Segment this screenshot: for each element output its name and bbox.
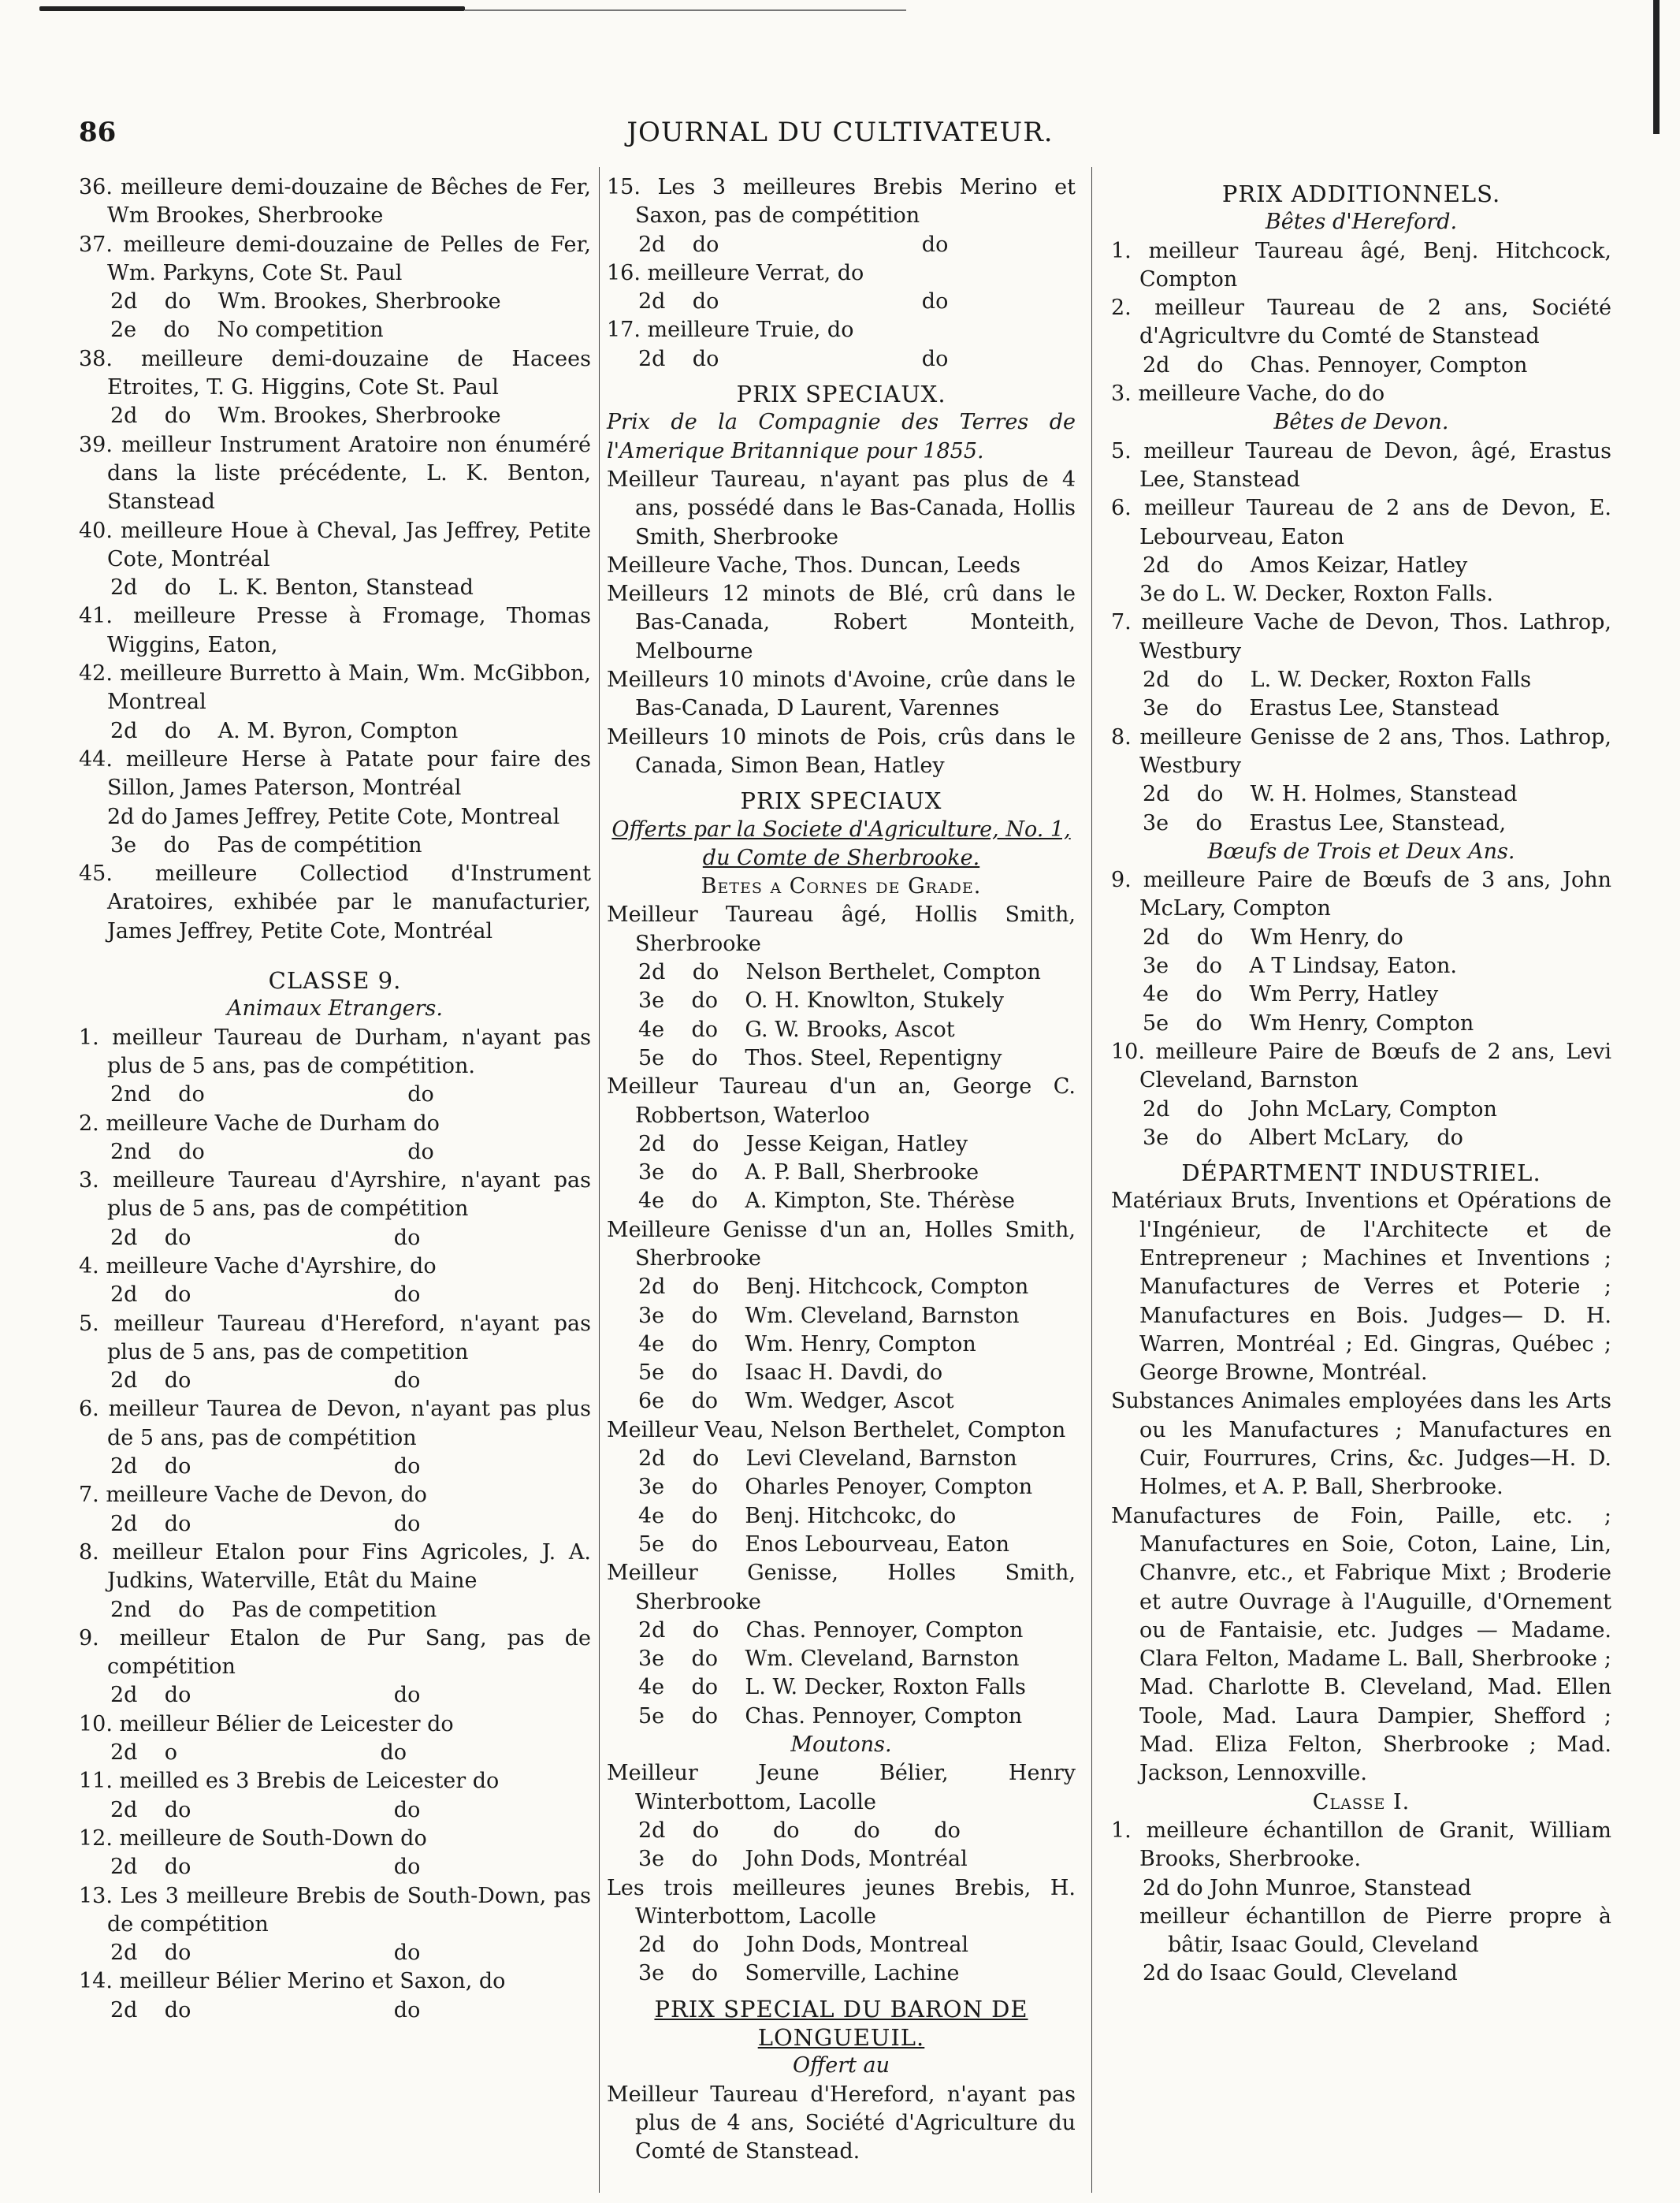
column-right <box>1111 173 1611 1989</box>
running-head: JOURNAL DU CULTIVATEUR. <box>626 117 1054 148</box>
sub-entry: 3e do Erastus Lee, Stanstead <box>1143 696 1500 721</box>
sub-entry: 2d do Isaac Gould, Cleveland <box>1143 1961 1458 1986</box>
list-entry: Manufactures de Foin, Paille, etc. ; Manufactures en Soie, Coton, Laine, Lin, Chanvre, etc., et Fabrique Mixt ; Broderie et autre Ouvrage à l'Auguille, d'Ornement ou de Fantaisie, etc. Judges — Madame. Clara Felton, Madame L. Ball, Sherbrooke ; Mad. Charlotte B. Cleveland, Mad. Ellen Toole, Mad. Laura Dampier, Shefford ; Mad. Eliza Felton, Sherbrooke ; Mad. Jackson, Lennoxville. <box>1111 1503 1611 1786</box>
list-entry: 7. meilleure Vache de Devon, Thos. Lathrop, Westbury <box>1111 610 1611 664</box>
list-entry: 6. meilleur Taureau de 2 ans de Devon, E. Lebourveau, Eaton <box>1111 496 1611 549</box>
list-entry: 1. meilleur Taureau de Durham, n'ayant pas plus de 5 ans, pas de compétition. <box>79 1025 591 1078</box>
page-number: 86 <box>79 117 117 148</box>
section-heading: PRIX SPECIAL DU BARON DE LONGUEUIL. <box>654 1995 1028 2051</box>
list-entry: Meilleur Veau, Nelson Berthelet, Compton <box>607 1417 1066 1442</box>
sub-entry: 3e do Somerville, Lachine <box>638 1961 960 1986</box>
sub-entry: 2d do John McLary, Compton <box>1143 1096 1497 1122</box>
spacer <box>79 946 591 960</box>
list-entry: 40. meilleure Houe à Cheval, Jas Jeffrey, Petite Cote, Montréal <box>79 518 591 571</box>
sub-entry: 2d do John Munroe, Stanstead <box>1143 1875 1472 1900</box>
section-heading: PRIX SPECIAUX. <box>736 381 946 408</box>
subsection-heading: Offerts par la Societe d'Agriculture, No. 1, du Comte de Sherbrooke. <box>611 817 1071 870</box>
sub-entry: 5e do Wm Henry, Compton <box>1143 1010 1474 1036</box>
sub-entry: 2d do Wm. Brookes, Sherbrooke <box>110 404 501 429</box>
list-entry: 1. meilleur Taureau âgé, Benj. Hitchcock, Compton <box>1111 238 1611 292</box>
sub-entry: 3e do A T Lindsay, Eaton. <box>1143 954 1457 979</box>
sub-entry: 2d do Benj. Hitchcock, Compton <box>638 1275 1029 1300</box>
scan-top-rule <box>39 6 465 11</box>
sub-entry: 3e do Pas de compétition <box>110 832 422 858</box>
sub-entry: 3e do O. H. Knowlton, Stukely <box>638 988 1004 1014</box>
list-entry: 14. meilleur Bélier Merino et Saxon, do <box>79 1969 506 1994</box>
sub-entry: 2d do Wm Henry, do <box>1143 925 1403 950</box>
list-entry: 45. meilleure Collectiod d'Instrument Aratoires, exhibée par le manufacturier, James Jeffrey, Petite Cote, Montréal <box>79 861 591 943</box>
sub-entry: 2d do W. H. Holmes, Stanstead <box>1143 782 1518 807</box>
sub-entry: 3e do A. P. Ball, Sherbrooke <box>638 1160 979 1185</box>
list-entry: 9. meilleure Paire de Bœufs de 3 ans, John McLary, Compton <box>1111 868 1611 921</box>
sub-entry: 2nd do do <box>110 1139 434 1164</box>
sub-entry: 2d o do <box>110 1740 407 1766</box>
list-entry: Substances Animales employées dans les Arts ou les Manufactures ; Manufactures en Cuir, Fourrures, Crins, &c. Judges—H. D. Holmes, et A. P. Ball, Sherbrooke. <box>1111 1389 1611 1500</box>
sub-entry: 2d do do <box>638 289 949 314</box>
list-entry: Meilleur Taureau d'un an, George C. Robbertson, Waterloo <box>607 1074 1076 1128</box>
sub-entry: 5e do Chas. Pennoyer, Compton <box>638 1703 1023 1729</box>
sub-entry: 2nd do Pas de competition <box>110 1597 437 1622</box>
list-entry: 15. Les 3 meilleures Brebis Merino et Saxon, pas de compétition <box>607 175 1076 229</box>
list-entry: Les trois meilleures jeunes Brebis, H. Winterbottom, Lacolle <box>607 1875 1076 1929</box>
sub-entry: 3e do Wm. Cleveland, Barnston <box>638 1303 1020 1328</box>
section-heading: CLASSE 9. <box>268 967 402 995</box>
sub-entry: 2d do John Dods, Montreal <box>638 1933 969 1958</box>
list-entry: 2. meilleur Taureau de 2 ans, Société d'Agricultvre du Comté de Stanstead <box>1111 296 1611 349</box>
sub-entry: 2d do A. M. Byron, Compton <box>110 718 459 743</box>
list-entry: Meilleure Vache, Thos. Duncan, Leeds <box>607 553 1021 578</box>
sub-entry: 2d do Amos Keizar, Hatley <box>1143 553 1468 578</box>
sub-entry: 2d do do <box>110 1454 421 1479</box>
sub-entry: 2d do L. W. Decker, Roxton Falls <box>1143 668 1532 693</box>
sub-entry: 2d do do <box>110 1855 421 1880</box>
section-heading: PRIX ADDITIONNELS. <box>1221 180 1501 207</box>
sub-entry: 2d do do <box>638 346 949 371</box>
sub-entry: 5e do Isaac H. Davdi, do <box>638 1360 943 1386</box>
list-entry: 39. meilleur Instrument Aratoire non énuméré dans la liste précédente, L. K. Benton, Stanstead <box>79 432 591 515</box>
list-entry: 41. meilleure Presse à Fromage, Thomas Wiggins, Eaton, <box>79 604 591 657</box>
subsection-heading: Animaux Etrangers. <box>227 996 443 1021</box>
list-entry: 1. meilleure échantillon de Granit, William Brooks, Sherbrooke. <box>1111 1818 1611 1872</box>
sub-entry: 4e do G. W. Brooks, Ascot <box>638 1017 955 1042</box>
sub-entry: 2d do Jesse Keigan, Hatley <box>638 1131 968 1156</box>
sub-entry: 2d do do <box>110 1997 421 2023</box>
sub-entry: 3e do Oharles Penoyer, Compton <box>638 1475 1033 1500</box>
list-entry: 5. meilleur Taureau de Devon, âgé, Erastus Lee, Stanstead <box>1111 438 1611 492</box>
list-entry: 8. meilleur Etalon pour Fins Agricoles, J. A. Judkins, Waterville, Etât du Maine <box>79 1539 591 1594</box>
subsection-heading: Bêtes de Devon. <box>1273 410 1449 435</box>
sub-entry: 2d do Nelson Berthelet, Compton <box>638 960 1041 985</box>
sub-entry: 2d do do do do <box>638 1818 961 1843</box>
list-entry: Meilleurs 12 minots de Blé, crû dans le Bas-Canada, Robert Monteith, Melbourne <box>607 582 1076 664</box>
sub-entry: 2nd do do <box>110 1082 434 1107</box>
list-entry: 36. meilleure demi-douzaine de Bêches de Fer, Wm Brookes, Sherbrooke <box>79 175 591 229</box>
subsection-heading: Offert au <box>792 2053 890 2078</box>
sub-entry: 2d do do <box>110 1368 421 1394</box>
column-middle <box>607 173 1076 2166</box>
sub-entry: 2d do Wm. Brookes, Sherbrooke <box>110 289 501 314</box>
list-entry: 13. Les 3 meilleure Brebis de South-Down, pas de compétition <box>79 1883 591 1937</box>
scan-edge-mark <box>1653 0 1660 134</box>
subsection-heading: Bêtes d'Hereford. <box>1265 210 1458 235</box>
sub-entry: 5e do Enos Lebourveau, Eaton <box>638 1531 1010 1557</box>
list-entry: 38. meilleure demi-douzaine de Hacees Etroites, T. G. Higgins, Cote St. Paul <box>79 346 591 400</box>
sub-entry: 3e do John Dods, Montréal <box>638 1847 968 1872</box>
list-entry: 6. meilleur Taurea de Devon, n'ayant pas plus de 5 ans, pas de compétition <box>79 1397 591 1450</box>
list-entry: Meilleure Genisse d'un an, Holles Smith, Sherbrooke <box>607 1217 1076 1271</box>
section-heading: PRIX SPECIAUX <box>740 787 942 815</box>
list-entry: Meilleur Jeune Bélier, Henry Winterbottom, Lacolle <box>607 1761 1076 1814</box>
sub-entry: 6e do Wm. Wedger, Ascot <box>638 1389 954 1414</box>
sub-entry: 2d do do <box>110 1282 421 1308</box>
list-entry: 3. meilleure Taureau d'Ayrshire, n'ayant pas plus de 5 ans, pas de compétition <box>79 1168 591 1222</box>
list-entry: Meilleur Genisse, Holles Smith, Sherbrooke <box>607 1561 1076 1614</box>
sub-entry: 3e do Wm. Cleveland, Barnston <box>638 1647 1020 1672</box>
list-entry: 4. meilleure Vache d'Ayrshire, do <box>79 1253 437 1278</box>
sub-entry: 2d do Chas. Pennoyer, Compton <box>1143 352 1528 378</box>
list-entry: 2. meilleure Vache de Durham do <box>79 1111 440 1136</box>
list-entry: 17. meilleure Truie, do <box>607 318 854 343</box>
subsection-heading: Bœufs de Trois et Deux Ans. <box>1207 839 1515 864</box>
sub-entry: 2d do do <box>638 232 949 257</box>
list-entry: 44. meilleure Herse à Patate pour faire des Sillon, James Paterson, Montréal <box>79 746 591 801</box>
sub-entry: 5e do Thos. Steel, Repentigny <box>638 1045 1002 1070</box>
sub-entry: 2d do Levi Cleveland, Barnston <box>638 1446 1017 1472</box>
sub-entry: 2e do No competition <box>110 318 384 343</box>
column-divider-2 <box>1091 167 1092 2193</box>
section-heading: DÉPARTMENT INDUSTRIEL. <box>1181 1159 1541 1187</box>
sub-entry: 2d do do <box>110 1797 421 1822</box>
sub-entry: 2d do do <box>110 1511 421 1536</box>
sub-entry: 3e do Albert McLary, do <box>1143 1125 1463 1150</box>
sub-entry: 4e do Wm. Henry, Compton <box>638 1331 976 1356</box>
list-entry: 42. meilleure Burretto à Main, Wm. McGibbon, Montreal <box>79 661 591 715</box>
list-entry: Meilleur Taureau d'Hereford, n'ayant pas plus de 4 ans, Société d'Agriculture du Comté de Stanstead. <box>607 2082 1076 2164</box>
list-entry: 37. meilleure demi-douzaine de Pelles de Fer, Wm. Parkyns, Cote St. Paul <box>79 232 591 285</box>
sub-entry: 4e do Benj. Hitchcokc, do <box>638 1503 957 1528</box>
subsection-heading: Prix de la Compagnie des Terres de l'Amerique Britannique pour 1855. <box>607 410 1076 463</box>
scan-top-rule-thin <box>465 9 906 11</box>
sub-entry: 2d do Chas. Pennoyer, Compton <box>638 1617 1024 1643</box>
list-entry: 8. meilleure Genisse de 2 ans, Thos. Lathrop, Westbury <box>1111 724 1611 778</box>
list-entry: 7. meilleure Vache de Devon, do <box>79 1483 427 1508</box>
list-entry: 12. meilleure de South-Down do <box>79 1825 427 1851</box>
sub-entry: 4e do L. W. Decker, Roxton Falls <box>638 1675 1026 1700</box>
list-entry: 9. meilleur Etalon de Pur Sang, pas de compétition <box>79 1625 591 1680</box>
list-entry: 11. meilled es 3 Brebis de Leicester do <box>79 1769 500 1794</box>
list-entry: Meilleur Taureau âgé, Hollis Smith, Sherbrooke <box>607 902 1076 956</box>
column-divider-1 <box>599 167 600 2193</box>
column-left <box>79 173 591 2025</box>
sub-entry: 4e do Wm Perry, Hatley <box>1143 982 1439 1007</box>
list-entry: 10. meilleur Bélier de Leicester do <box>79 1711 454 1736</box>
list-entry: Meilleurs 10 minots d'Avoine, crûe dans le Bas-Canada, D Laurent, Varennes <box>607 668 1076 721</box>
list-entry: Matériaux Bruts, Inventions et Opérations de l'Ingénieur, de l'Architecte et de Entrepreneur ; Machines et Inventions ; Manufactures de Verres et Poterie ; Manufactures en Bois. Judges— D. H. Warren, Montréal ; Ed. Gingras, Québec ; George Browne, Montréal. <box>1111 1189 1611 1386</box>
subsection-heading: Moutons. <box>790 1732 892 1758</box>
list-entry: 2d do James Jeffrey, Petite Cote, Montreal <box>107 804 560 829</box>
class-heading: Betes a Cornes de Grade. <box>701 874 982 899</box>
sub-entry: 4e do A. Kimpton, Ste. Thérèse <box>638 1189 1015 1214</box>
list-entry: 3. meilleure Vache, do do <box>1111 381 1385 407</box>
sub-entry: 2d do do <box>110 1225 421 1250</box>
sub-entry: 2d do do <box>110 1941 421 1966</box>
list-entry: 10. meilleure Paire de Bœufs de 2 ans, Levi Cleveland, Barnston <box>1111 1039 1611 1093</box>
sub-entry: 2d do L. K. Benton, Stanstead <box>110 575 474 601</box>
class-heading: Classe I. <box>1312 1789 1411 1814</box>
list-entry: 5. meilleur Taureau d'Hereford, n'ayant pas plus de 5 ans, pas de competition <box>79 1311 591 1364</box>
list-entry: Meilleurs 10 minots de Pois, crûs dans le Canada, Simon Bean, Hatley <box>607 724 1076 778</box>
list-entry: Meilleur Taureau, n'ayant pas plus de 4 ans, possédé dans le Bas-Canada, Hollis Smith, Sherbrooke <box>607 467 1076 549</box>
sub-entry: 2d do do <box>110 1683 421 1708</box>
list-entry: 16. meilleure Verrat, do <box>607 260 864 285</box>
list-entry: 3e do L. W. Decker, Roxton Falls. <box>1139 582 1493 607</box>
sub-entry: 3e do Erastus Lee, Stanstead, <box>1143 810 1507 835</box>
list-entry: meilleur échantillon de Pierre propre à bâtir, Isaac Gould, Cleveland <box>1139 1903 1611 1958</box>
